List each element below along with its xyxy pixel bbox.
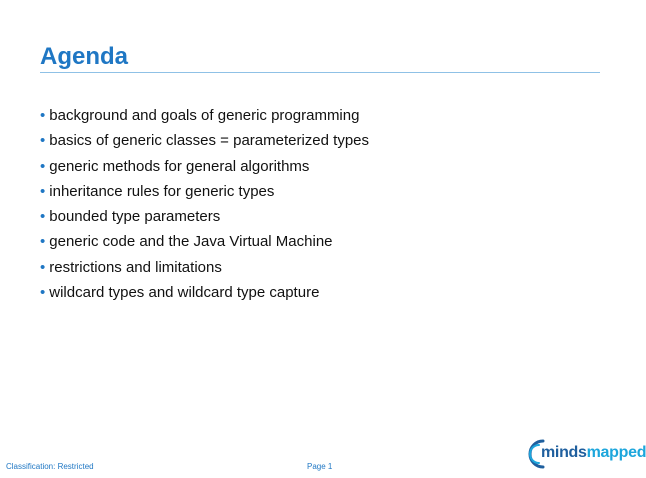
agenda-item (40, 204, 369, 229)
bullet-icon: • (40, 284, 46, 302)
logo-text-part1: minds (541, 444, 587, 461)
agenda-item-text: generic methods for general algorithms (49, 157, 310, 175)
agenda-item (40, 229, 369, 254)
agenda-item (40, 179, 369, 204)
agenda-item-text: background and goals of generic programming (49, 107, 360, 124)
agenda-item (40, 280, 369, 305)
agenda-item (40, 103, 369, 128)
bullet-icon: • (40, 208, 46, 226)
agenda-item-text: wildcard types and wildcard type capture (49, 284, 320, 302)
bullet-icon: • (40, 258, 46, 276)
agenda-item (40, 255, 369, 280)
bullet-icon: • (40, 107, 46, 124)
bullet-icon: • (40, 182, 46, 200)
slide-title: Agenda (40, 43, 129, 70)
bullet-icon: • (40, 157, 46, 175)
footer-classification: Classification: Restricted (6, 462, 94, 471)
agenda-list (40, 103, 369, 305)
logo-text-part2: mapped (586, 444, 646, 461)
agenda-item-text: generic code and the Java Virtual Machine (49, 233, 333, 251)
agenda-item-text: bounded type parameters (49, 208, 221, 226)
logo-wordmark (541, 443, 646, 463)
agenda-item (40, 128, 369, 153)
agenda-item-text: restrictions and limitations (49, 258, 222, 276)
footer-page-number: Page 1 (307, 462, 333, 471)
agenda-item (40, 154, 369, 179)
agenda-item-text: basics of generic classes = parameterized types (49, 132, 370, 150)
bullet-icon: • (40, 233, 46, 251)
mindsmapped-logo (527, 437, 646, 471)
bullet-icon: • (40, 132, 46, 150)
agenda-item-text: inheritance rules for generic types (49, 182, 275, 200)
title-underline (40, 72, 600, 73)
